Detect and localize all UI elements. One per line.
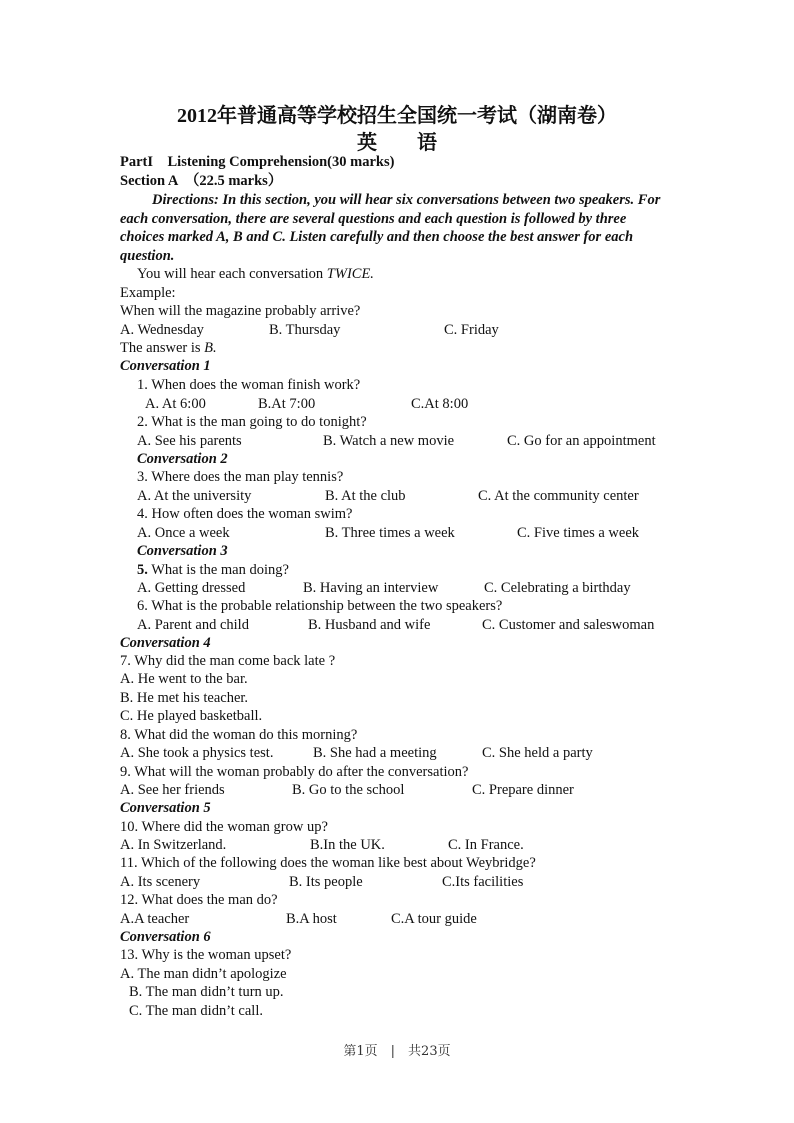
question-2-option-c: C. Go for an appointment [507, 433, 656, 449]
question-11-option-a: A. Its scenery [120, 874, 201, 890]
section-title: Section A （22.5 marks） [120, 173, 283, 189]
conversation-6-label: Conversation 6 [120, 929, 211, 945]
question-6-option-a: A. Parent and child [137, 617, 249, 633]
question-9-option-a: A. See her friends [120, 782, 225, 798]
question-6-option-b: B. Husband and wife [308, 617, 431, 633]
conversation-3-label: Conversation 3 [137, 543, 228, 559]
question-1-option-b: B.At 7:00 [258, 396, 316, 412]
question-4: 4. How often does the woman swim? [137, 506, 353, 522]
question-7-option-c: C. He played basketball. [120, 708, 263, 724]
question-6: 6. What is the probable relationship between the two speakers? [137, 598, 503, 614]
question-10-option-c: C. In France. [448, 837, 524, 853]
question-12-option-c: C.A tour guide [391, 911, 477, 927]
question-9-option-c: C. Prepare dinner [472, 782, 574, 798]
example-option-c: C. Friday [444, 322, 499, 338]
question-13: 13. Why is the woman upset? [120, 947, 292, 963]
question-12-option-a: A.A teacher [120, 911, 190, 927]
question-13-option-c: C. The man didn’t call. [129, 1003, 263, 1019]
question-8-option-c: C. She held a party [482, 745, 593, 761]
question-13-option-b: B. The man didn’t turn up. [129, 984, 284, 1000]
question-3-option-c: C. At the community center [478, 488, 639, 504]
question-5-option-a: A. Getting dressed [137, 580, 246, 596]
question-12: 12. What does the man do? [120, 892, 278, 908]
question-8: 8. What did the woman do this morning? [120, 727, 358, 743]
example-answer: The answer is B. [120, 340, 217, 356]
conversation-2-label: Conversation 2 [137, 451, 228, 467]
directions: Directions: In this section, you will hear six conversations between two speakers. For each conversation, there are several questions and each question is followed by three choices marked A, B and C. Listen carefully and then choose the best answer for each question. [120, 192, 661, 264]
question-4-option-c: C. Five times a week [517, 525, 640, 541]
part-title: PartI Listening Comprehension(30 marks) [120, 154, 395, 170]
subject-title: 英 语 [357, 132, 437, 154]
question-5: 5. What is the man doing? [137, 562, 289, 578]
question-10-option-b: B.In the UK. [310, 837, 385, 853]
question-1: 1. When does the woman finish work? [137, 377, 361, 393]
question-3-option-a: A. At the university [137, 488, 252, 504]
question-5-option-b: B. Having an interview [303, 580, 439, 596]
question-3: 3. Where does the man play tennis? [137, 469, 344, 485]
conversation-5-label: Conversation 5 [120, 800, 211, 816]
question-7-option-a: A. He went to the bar. [120, 671, 248, 687]
question-9: 9. What will the woman probably do after the conversation? [120, 764, 469, 780]
twice-line: You will hear each conversation TWICE. [137, 266, 374, 282]
question-7: 7. Why did the man come back late ? [120, 653, 336, 669]
question-10: 10. Where did the woman grow up? [120, 819, 328, 835]
question-9-option-b: B. Go to the school [292, 782, 405, 798]
example-label: Example: [120, 285, 176, 301]
question-8-option-b: B. She had a meeting [313, 745, 437, 761]
example-option-a: A. Wednesday [120, 322, 204, 338]
question-5-option-c: C. Celebrating a birthday [484, 580, 631, 596]
question-12-option-b: B.A host [286, 911, 337, 927]
question-11-option-c: C.Its facilities [442, 874, 524, 890]
conversation-4-label: Conversation 4 [120, 635, 211, 651]
question-8-option-a: A. She took a physics test. [120, 745, 274, 761]
question-13-option-a: A. The man didn’t apologize [120, 966, 287, 982]
conversation-1-label: Conversation 1 [120, 358, 211, 374]
example-question: When will the magazine probably arrive? [120, 303, 361, 319]
question-3-option-b: B. At the club [325, 488, 406, 504]
question-2-option-a: A. See his parents [137, 433, 242, 449]
question-1-option-c: C.At 8:00 [411, 396, 469, 412]
question-11: 11. Which of the following does the woman like best about Weybridge? [120, 855, 536, 871]
question-7-option-b: B. He met his teacher. [120, 690, 249, 706]
example-option-b: B. Thursday [269, 322, 341, 338]
question-4-option-a: A. Once a week [137, 525, 230, 541]
question-1-option-a: A. At 6:00 [145, 396, 206, 412]
page-footer: 第1页 | 共23页 [343, 1044, 451, 1059]
question-2-option-b: B. Watch a new movie [323, 433, 455, 449]
question-6-option-c: C. Customer and saleswoman [482, 617, 655, 633]
question-11-option-b: B. Its people [289, 874, 363, 890]
exam-title: 2012年普通高等学校招生全国统一考试（湖南卷） [177, 105, 617, 127]
question-10-option-a: A. In Switzerland. [120, 837, 227, 853]
question-2: 2. What is the man going to do tonight? [137, 414, 367, 430]
question-4-option-b: B. Three times a week [325, 525, 455, 541]
